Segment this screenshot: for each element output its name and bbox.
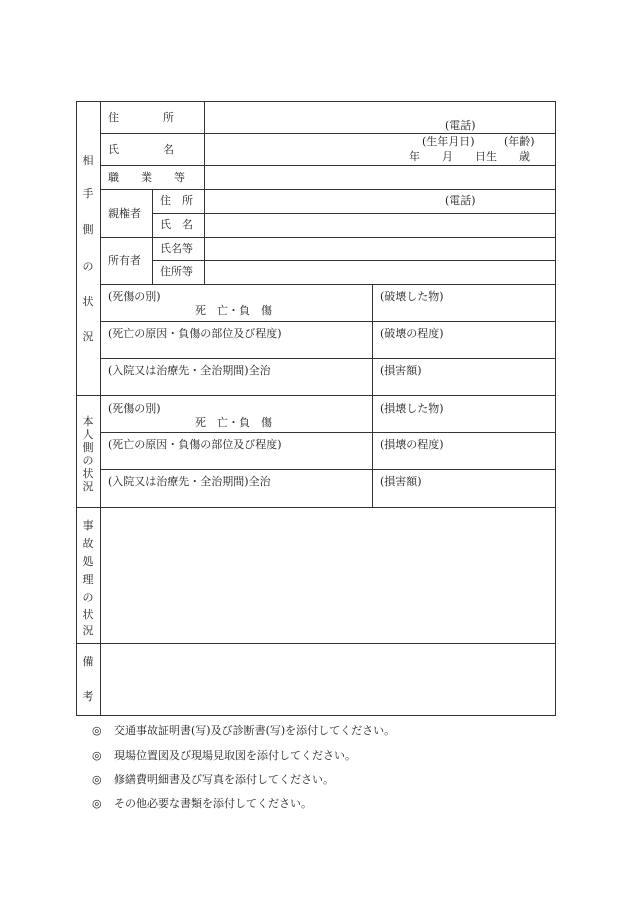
note-item	[92, 747, 356, 763]
note-text: 現場位置図及び現場見取図を添付してください。	[114, 749, 356, 762]
injury-cause-label: (死亡の原因・負傷の部位及び程度)	[108, 327, 282, 340]
section-label-char: の	[82, 260, 94, 273]
destroyed-item-label: (損壊した物)	[380, 402, 444, 415]
birth-date-format: 年 月 日生 歳	[409, 150, 530, 163]
owner-label: 所有者	[108, 254, 141, 267]
section-label-char: 況	[82, 624, 94, 637]
casualty-type-label: (死傷の別)	[108, 402, 161, 415]
section-label-char: 本	[82, 415, 94, 428]
treatment-period-label: (入院又は治療先・全治期間)全治	[108, 475, 271, 488]
section-label-char: 側	[82, 441, 94, 454]
note-item	[92, 795, 312, 811]
address-field[interactable]	[205, 102, 554, 132]
address-label: 住 所	[108, 111, 174, 124]
section-label-char: 理	[82, 573, 94, 586]
section-label-char: 況	[82, 330, 94, 343]
section-label-char: 考	[82, 690, 94, 703]
note-text: 修繕費明細書及び写真を添付してください。	[114, 773, 334, 786]
section-label-char: 状	[82, 295, 94, 308]
owner-name-label: 氏名等	[160, 242, 193, 255]
section-label-char: 状	[82, 608, 94, 621]
injury-cause-label: (死亡の原因・負傷の部位及び程度)	[108, 438, 282, 451]
birth-date-label: (生年月日)	[422, 135, 475, 148]
guardian-name-field[interactable]	[205, 214, 554, 236]
occupation-field[interactable]	[205, 166, 554, 188]
note-mark: ◎	[92, 724, 102, 737]
guardian-phone-label: (電話)	[445, 194, 476, 207]
accident-handling-field[interactable]	[101, 508, 554, 642]
section-label-char: 備	[82, 655, 94, 668]
note-text: その他必要な書類を添付してください。	[114, 797, 312, 810]
owner-address-label: 住所等	[160, 265, 193, 278]
section-label-char: 人	[82, 428, 94, 441]
damage-amount-label: (損害額)	[380, 475, 422, 488]
section-label-char: 況	[82, 480, 94, 493]
guardian-address-field[interactable]	[205, 190, 554, 212]
phone-label: (電話)	[445, 119, 476, 132]
name-field[interactable]	[205, 134, 554, 164]
section-label-char: 事	[82, 519, 94, 532]
name-label: 氏 名	[108, 143, 174, 156]
note-item	[92, 771, 334, 787]
damage-degree-label: (損壊の程度)	[380, 438, 444, 451]
owner-name-field[interactable]	[205, 238, 554, 259]
treatment-period-label: (入院又は治療先・全治期間)全治	[108, 364, 271, 377]
section-label-char: 故	[82, 537, 94, 550]
damage-amount-label: (損害額)	[380, 364, 422, 377]
section-label-char: の	[82, 591, 94, 604]
section-label-char: の	[82, 454, 94, 467]
note-text: 交通事故証明書(写)及び診断書(写)を添付してください。	[114, 724, 396, 737]
guardian-name-label: 氏 名	[160, 218, 193, 231]
age-label: (年齢)	[504, 135, 535, 148]
owner-address-field[interactable]	[205, 261, 554, 283]
guardian-label: 親権者	[108, 207, 141, 220]
guardian-address-label: 住 所	[160, 194, 193, 207]
destroyed-item-label: (破壊した物)	[380, 290, 444, 303]
section-label-char: 状	[82, 467, 94, 480]
casualty-options[interactable]: 死 亡・負 傷	[195, 304, 272, 317]
section-label-char: 処	[82, 555, 94, 568]
note-mark: ◎	[92, 797, 102, 810]
note-item	[92, 722, 395, 738]
section-label-char: 相	[82, 154, 94, 167]
casualty-type-label: (死傷の別)	[108, 290, 161, 303]
section-label-char: 手	[82, 187, 94, 200]
occupation-label: 職 業 等	[108, 171, 185, 184]
damage-degree-label: (破壊の程度)	[380, 327, 444, 340]
note-mark: ◎	[92, 773, 102, 786]
note-mark: ◎	[92, 749, 102, 762]
remarks-field[interactable]	[101, 644, 554, 714]
section-label-char: 側	[82, 223, 94, 236]
casualty-options[interactable]: 死 亡・負 傷	[195, 416, 272, 429]
